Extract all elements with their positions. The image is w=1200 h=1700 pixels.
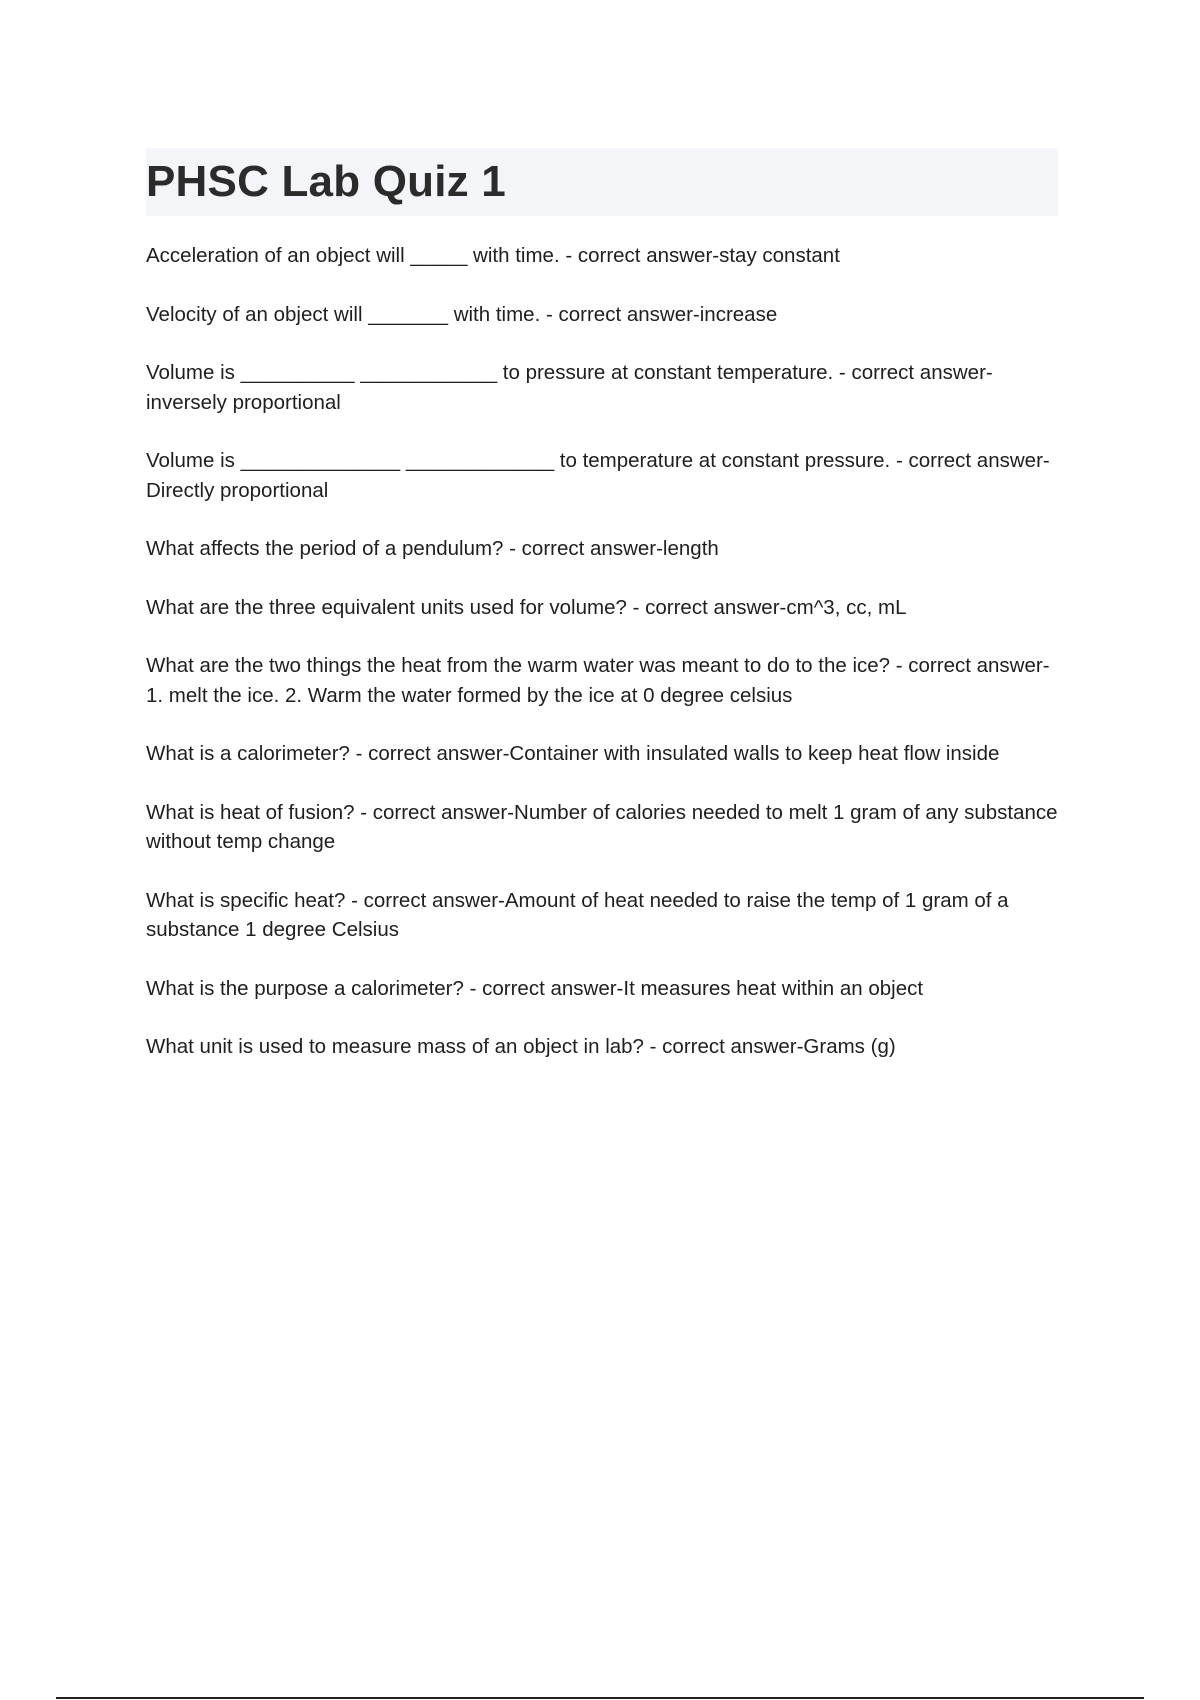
- question-list: [146, 241, 1058, 1091]
- qa-item-6: What are the three equivalent units used for volume? - correct answer-cm^3, cc, mL: [146, 595, 907, 619]
- qa-item-2: Velocity of an object will _______ with time. - correct answer-increase: [146, 302, 778, 326]
- qa-item-11: What is the purpose a calorimeter? - correct answer-It measures heat within an object: [146, 976, 924, 1000]
- title-bar: [146, 148, 1058, 216]
- qa-item-3: Volume is __________ ____________ to pressure at constant temperature. - correct answer-inversely proportional: [146, 361, 993, 414]
- footer-divider: [56, 1697, 1144, 1699]
- page-title: PHSC Lab Quiz 1: [146, 157, 506, 206]
- qa-item-7: What are the two things the heat from the warm water was meant to do to the ice? - correct answer-1. melt the ice. 2. Warm the water formed by the ice at 0 degree celsius: [146, 654, 1050, 707]
- qa-item-10: What is specific heat? - correct answer-Amount of heat needed to raise the temp of 1 gram of a substance 1 degree Celsius: [146, 888, 1009, 941]
- qa-item-8: What is a calorimeter? - correct answer-Container with insulated walls to keep heat flow inside: [146, 742, 1000, 765]
- qa-item-4: Volume is ______________ _____________ to temperature at constant pressure. - correct answer-Directly proportional: [146, 449, 1050, 502]
- qa-item-5: What affects the period of a pendulum? - correct answer-length: [146, 537, 719, 560]
- qa-item-9: What is heat of fusion? - correct answer-Number of calories needed to melt 1 gram of any substance without temp change: [146, 800, 1058, 853]
- qa-item-1: Acceleration of an object will _____ with time. - correct answer-stay constant: [146, 244, 840, 267]
- qa-item-12: What unit is used to measure mass of an object in lab? - correct answer-Grams (g): [146, 1035, 896, 1058]
